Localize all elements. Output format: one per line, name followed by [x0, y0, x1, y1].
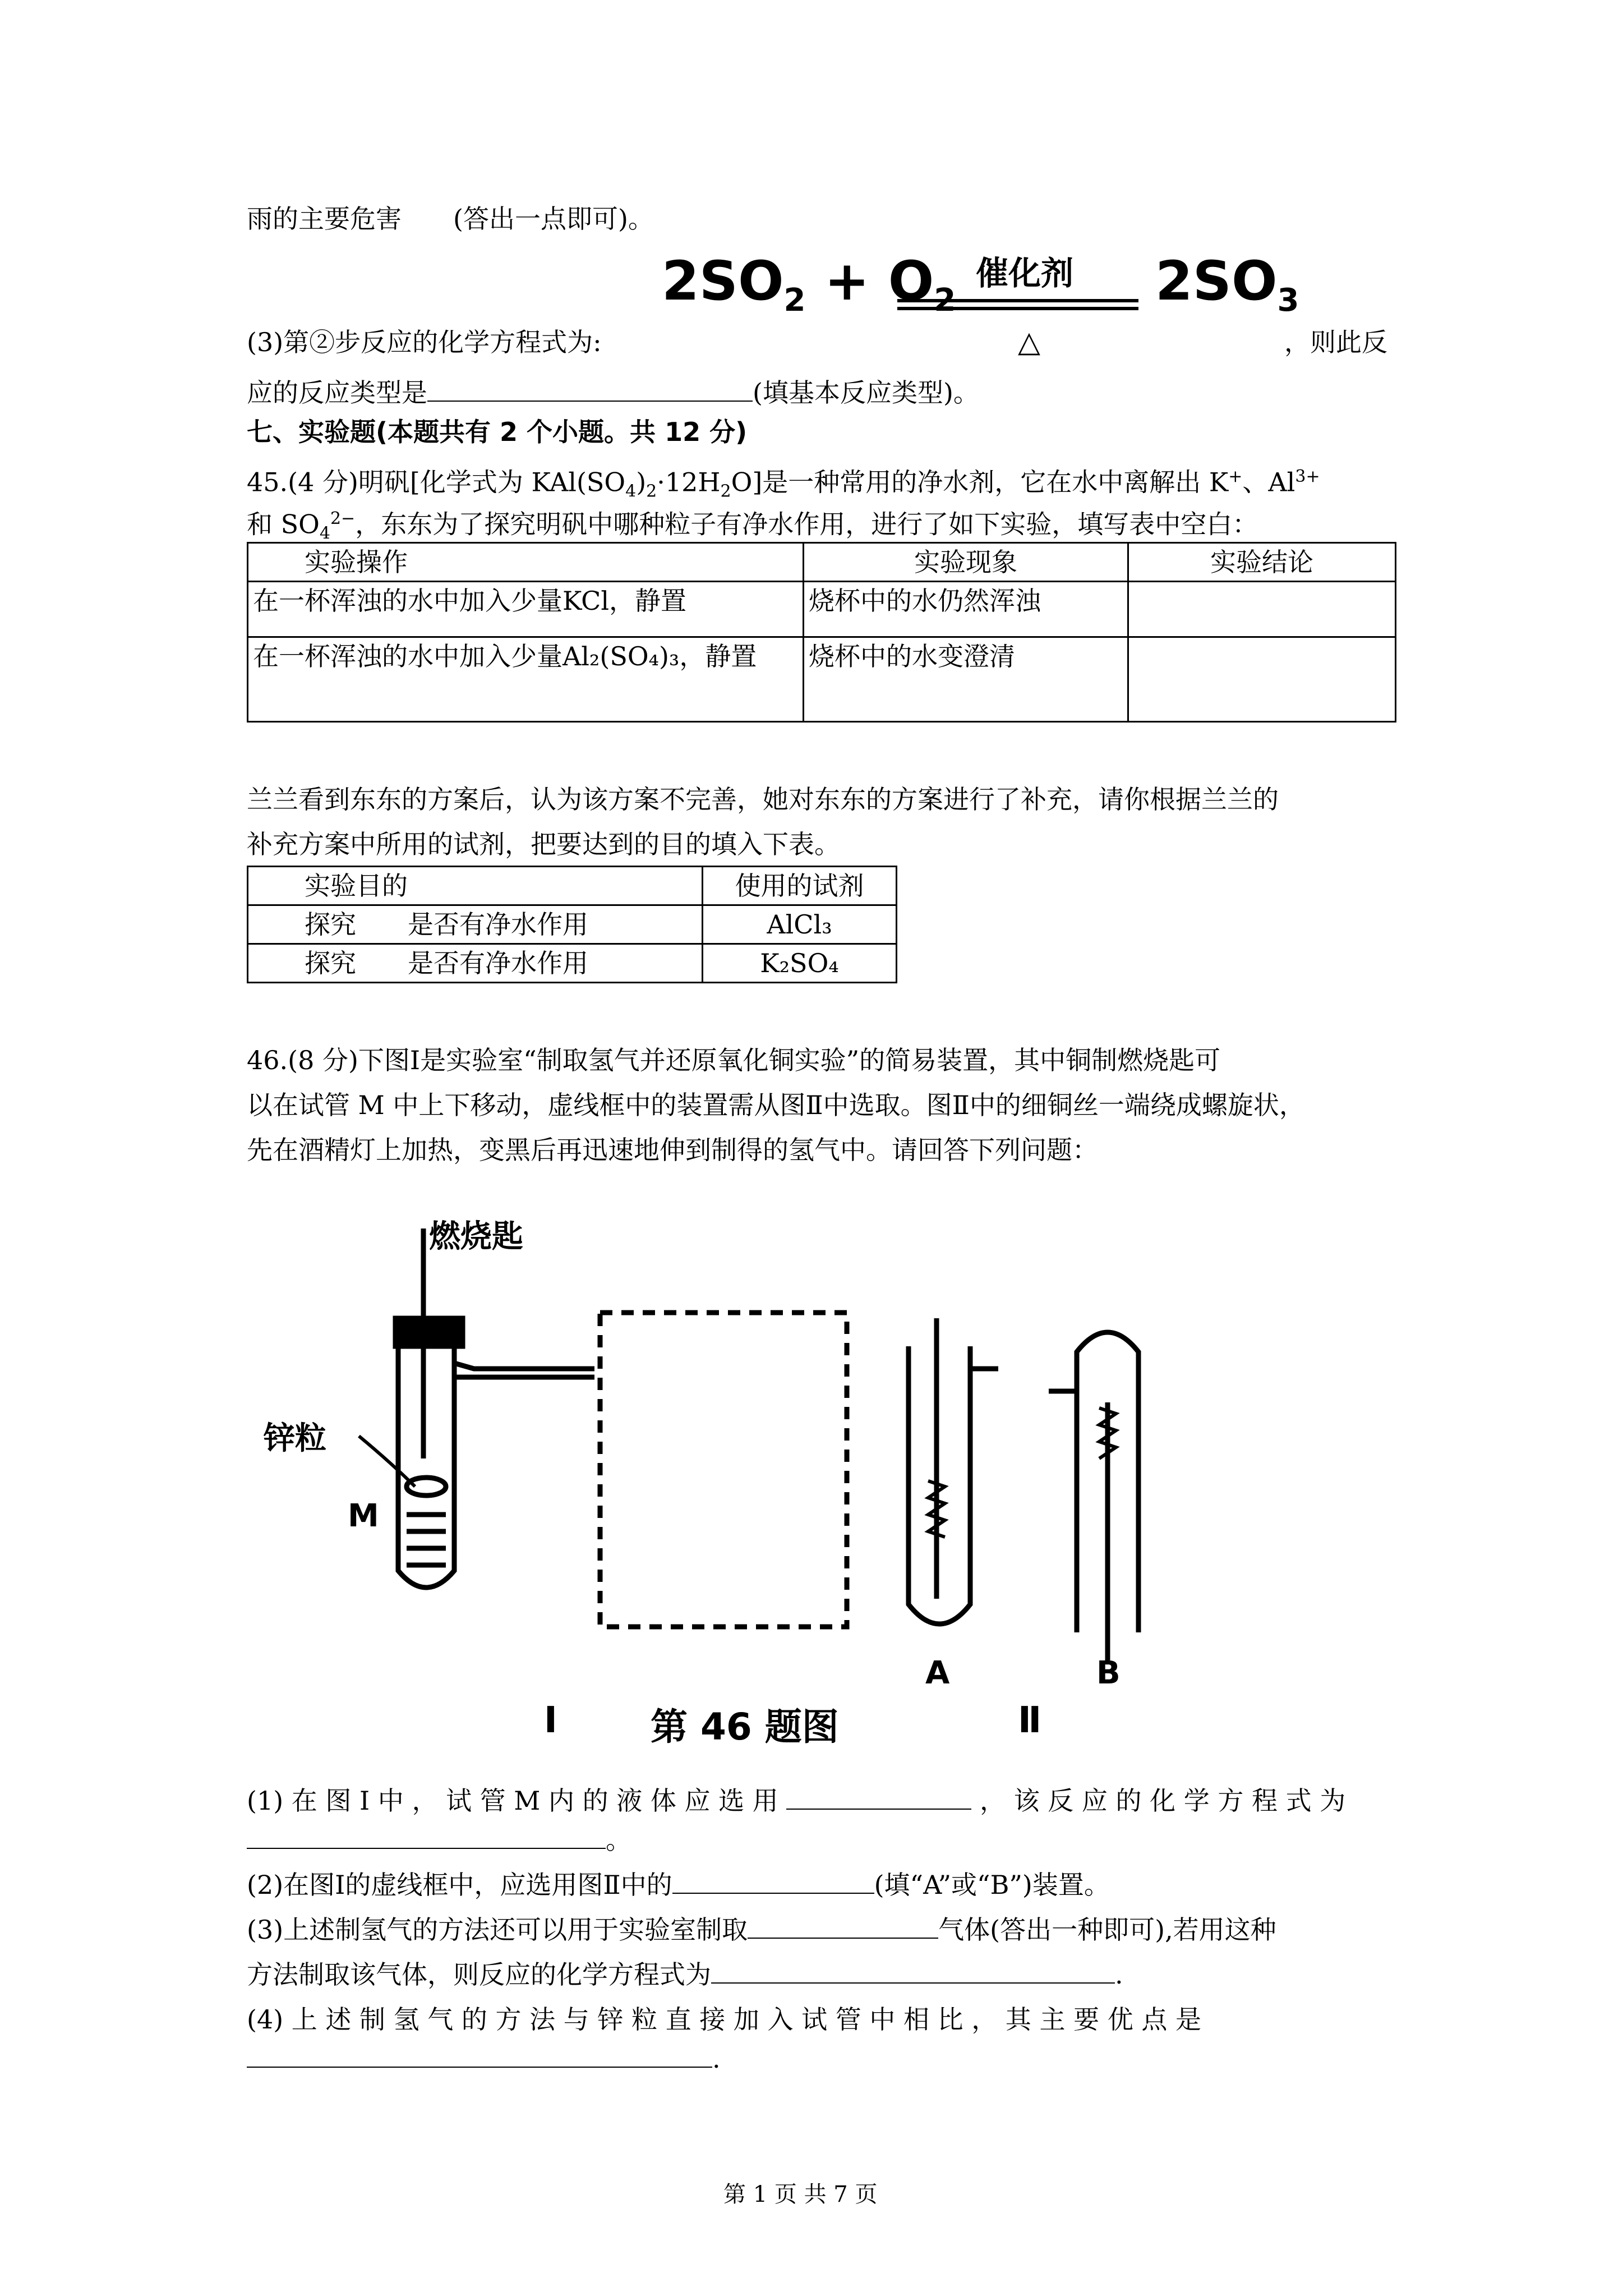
- text-line: 。: [247, 1823, 631, 1857]
- text-line: 兰兰看到东东的方案后，认为该方案不完善，她对东东的方案进行了补充，请你根据兰兰的: [247, 784, 1279, 815]
- section-heading: 七、实验题(本题共有 2 个小题。共 12 分): [247, 417, 748, 447]
- text-line: 方法制取该气体，则反应的化学方程式为 .: [247, 1959, 1123, 1990]
- table-cell: K₂SO₄: [703, 944, 897, 983]
- text-line: 以在试管 M 中上下移动，虚线框中的装置需从图Ⅱ中选取。图Ⅱ中的细铜丝一端绕成螺旋状，: [247, 1090, 1305, 1120]
- text-line: (2)在图Ⅰ的虚线框中，应选用图Ⅱ中的 (填“A”或“B”)装置。: [247, 1870, 1110, 1900]
- spoon-label: 燃烧匙: [429, 1218, 523, 1255]
- table-cell: 烧杯中的水变澄清: [804, 637, 1128, 722]
- table-cell: 在一杯浑浊的水中加入少量Al₂(SO₄)₃，静置: [248, 637, 804, 722]
- catalyst-label: 催化剂: [976, 254, 1074, 292]
- table-cell: AlCl₃: [703, 905, 897, 944]
- stopper: [395, 1318, 463, 1346]
- table-header: 使用的试剂: [703, 867, 897, 905]
- text-line: 46.(8 分)下图Ⅰ是实验室“制取氢气并还原氧化铜实验”的简易装置，其中铜制燃烧匙可: [247, 1045, 1221, 1075]
- text-line: 和 $SO_4^{2-}$，东东为了探究明矾中哪种粒子有净水作用，进行了如下实验，填写表中空白：: [247, 509, 1258, 544]
- answer-blank[interactable]: [672, 1870, 874, 1894]
- b-label: B: [1096, 1655, 1121, 1691]
- table-header: 实验目的: [248, 867, 703, 905]
- text-line: ，则此反: [1284, 327, 1387, 357]
- spoon-bowl: [407, 1478, 446, 1496]
- text-line: (3)上述制氢气的方法还可以用于实验室制取 气体(答出一种即可),若用这种: [247, 1915, 1276, 1945]
- table-header: 实验操作: [248, 543, 804, 582]
- text-line: 先在酒精灯上加热，变黑后再迅速地伸到制得的氢气中。请回答下列问题：: [247, 1135, 1098, 1165]
- figure-i-label: Ⅰ: [544, 1700, 557, 1741]
- text-line: 45.(4 分)明矾[化学式为 $KAl(SO_4)_2\cdot 12H_2O$]是一种常用的净水剂，它在水中离解出 K+、$Al^{3+}$: [247, 467, 1320, 501]
- table-header: 实验结论: [1128, 543, 1396, 582]
- a-label: A: [925, 1655, 950, 1691]
- device-a: [909, 1318, 998, 1624]
- figure-caption: 第 46 题图: [651, 1705, 839, 1749]
- zinc-label: 锌粒: [264, 1420, 326, 1457]
- m-label: M: [348, 1498, 379, 1534]
- chemical-equation: $2SO_2 + O_2$: [662, 250, 956, 319]
- dashed-box: [600, 1313, 847, 1627]
- answer-blank[interactable]: [748, 1915, 938, 1939]
- table-header: 实验现象: [804, 543, 1128, 582]
- question-text: 雨的主要危害 (答出一点即可)。: [247, 204, 654, 234]
- text-line: (3)第②步反应的化学方程式为:: [247, 327, 602, 357]
- text-line: (4) 上 述 制 氢 气 的 方 法 与 锌 粒 直 接 加 入 试 管 中 相 比 ， 其 主 要 优 点 是: [247, 2004, 1201, 2035]
- figure-ii-label: Ⅱ: [1018, 1700, 1042, 1741]
- side-arm: [454, 1363, 594, 1369]
- page-footer: 第 1 页 共 7 页: [723, 2182, 878, 2207]
- answer-blank[interactable]: [786, 1786, 971, 1810]
- table-cell: 在一杯浑浊的水中加入少量KCl，静置: [248, 582, 804, 637]
- answer-blank[interactable]: [247, 2044, 712, 2068]
- answer-blank[interactable]: [711, 1960, 1115, 1984]
- test-tube-m: [398, 1346, 454, 1588]
- answer-blank[interactable]: [247, 1825, 606, 1849]
- device-b: [1049, 1332, 1138, 1660]
- heat-symbol: △: [1018, 325, 1040, 359]
- equation-product: $2SO_3$: [1155, 250, 1299, 319]
- table-cell: 烧杯中的水仍然浑浊: [804, 582, 1128, 637]
- answer-cell[interactable]: 探究 是否有净水作用: [248, 905, 703, 944]
- answer-cell[interactable]: 探究 是否有净水作用: [248, 944, 703, 983]
- text-line: 应的反应类型是 (填基本反应类型)。: [247, 378, 979, 408]
- text-line: .: [247, 2042, 721, 2076]
- text-line: 补充方案中所用的试剂，把要达到的目的填入下表。: [247, 829, 840, 859]
- text-line: (1) 在 图 Ⅰ 中 ， 试 管 M 内 的 液 体 应 选 用 ， 该 反 应 的 化 学 方 程 式 为: [247, 1786, 1346, 1816]
